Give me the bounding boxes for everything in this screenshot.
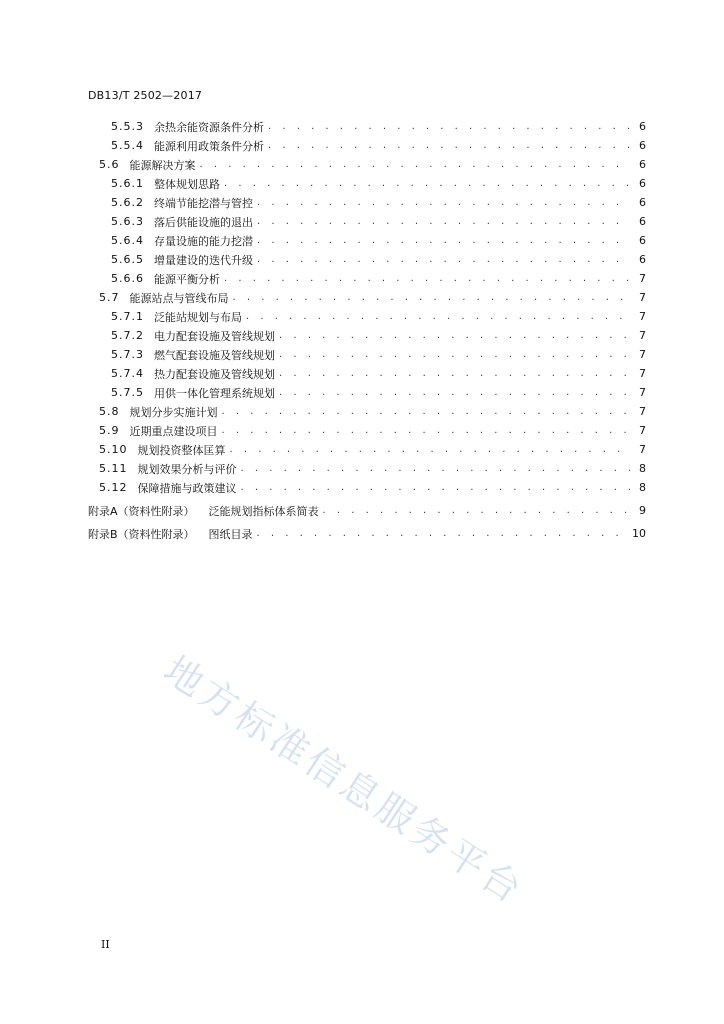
toc-page: 7 (639, 424, 646, 437)
toc-leader-dots (233, 292, 631, 303)
toc-number: 5.6.1 (111, 177, 144, 190)
toc-entry[interactable] (111, 383, 646, 402)
toc-title: 整体规划思路 (154, 177, 220, 191)
toc-title: 增量建设的迭代升级 (154, 253, 253, 267)
toc-page: 7 (639, 310, 646, 323)
toc-title: 用供一体化管理系统规划 (154, 386, 275, 400)
toc-number: 5.8 (99, 405, 120, 418)
toc-entry[interactable] (111, 364, 646, 383)
toc-page: 7 (639, 405, 646, 418)
toc-number: 5.6 (99, 158, 120, 171)
toc-page: 6 (639, 158, 646, 171)
toc-page: 7 (639, 443, 646, 456)
toc-entry[interactable] (99, 155, 646, 174)
toc-page: 6 (639, 120, 646, 133)
toc-title: 能源平衡分析 (154, 272, 220, 286)
toc-page: 6 (639, 234, 646, 247)
toc-entry[interactable] (111, 174, 646, 193)
toc-leader-dots (257, 216, 630, 227)
toc-page: 10 (632, 527, 646, 540)
toc-leader-dots (268, 140, 630, 151)
document-id: DB13/T 2502—2017 (88, 89, 203, 102)
toc-leader-dots (257, 254, 630, 265)
toc-appendix-entry[interactable] (88, 501, 646, 520)
toc-leader-dots (323, 505, 630, 516)
toc-entry[interactable] (111, 326, 646, 345)
toc-title: 能源利用政策条件分析 (154, 139, 264, 153)
toc-entry[interactable] (111, 269, 646, 288)
toc-title: 保障措施与政策建议 (137, 481, 237, 495)
toc-page: 6 (639, 139, 646, 152)
toc-entry[interactable] (111, 193, 646, 212)
toc-title: 落后供能设施的退出 (154, 215, 253, 229)
toc-page: 7 (639, 329, 646, 342)
toc-entry[interactable] (99, 421, 646, 440)
toc-appendix-entry[interactable] (88, 524, 646, 543)
toc-number: 5.7.5 (111, 386, 144, 399)
toc-leader-dots (279, 349, 630, 360)
toc-entry[interactable] (111, 307, 646, 326)
toc-page: 9 (639, 504, 646, 517)
toc-number: 5.7.2 (111, 329, 144, 342)
toc-entry[interactable] (111, 345, 646, 364)
toc-leader-dots (224, 178, 630, 189)
toc-leader-dots (257, 528, 626, 539)
toc-number: 5.5.4 (111, 139, 144, 152)
toc-title: 余热余能资源条件分析 (154, 120, 264, 134)
toc-leader-dots (257, 235, 630, 246)
toc-page: 6 (639, 215, 646, 228)
toc-number: 5.6.3 (111, 215, 144, 228)
toc-title: 燃气配套设施及管线规划 (154, 348, 275, 362)
toc-title: 终端节能挖潜与管控 (154, 196, 253, 210)
toc-number: 5.9 (99, 424, 120, 437)
toc-title: 规划效果分析与评价 (137, 462, 237, 476)
toc-page: 8 (639, 462, 646, 475)
toc-title: 能源解决方案 (129, 158, 196, 172)
toc-number: 5.12 (99, 481, 128, 494)
toc-number: 5.7.4 (111, 367, 144, 380)
toc-entry[interactable] (111, 136, 646, 155)
toc-appendix-label: 附录B（资料性附录） (88, 527, 195, 541)
toc-leader-dots (241, 463, 631, 474)
toc-page: 6 (639, 177, 646, 190)
toc-title: 近期重点建设项目 (129, 424, 218, 438)
toc-title: 图纸目录 (208, 527, 253, 541)
toc-number: 5.6.5 (111, 253, 144, 266)
toc-leader-dots (268, 121, 630, 132)
toc-entry[interactable] (99, 402, 646, 421)
toc-page: 7 (639, 386, 646, 399)
toc-entry[interactable] (111, 117, 646, 136)
toc-page: 8 (639, 481, 646, 494)
toc-number: 5.7.1 (111, 310, 144, 323)
toc-number: 5.6.4 (111, 234, 144, 247)
watermark-text: 地方标准信息服务平台 (156, 647, 533, 914)
toc-leader-dots (241, 482, 631, 493)
toc-leader-dots (257, 197, 630, 208)
toc-page: 7 (639, 291, 646, 304)
toc-leader-dots (222, 406, 631, 417)
page-number: II (101, 938, 110, 951)
toc-title: 规划分步实施计划 (129, 405, 218, 419)
toc-title: 泛能站规划与布局 (154, 310, 242, 324)
toc-number: 5.10 (99, 443, 128, 456)
toc-leader-dots (279, 387, 630, 398)
toc-leader-dots (200, 159, 631, 170)
toc-leader-dots (279, 330, 630, 341)
toc-entry[interactable] (99, 459, 646, 478)
toc-entry[interactable] (99, 478, 646, 497)
toc-entry[interactable] (111, 231, 646, 250)
toc-page: 6 (639, 196, 646, 209)
toc-number: 5.11 (99, 462, 128, 475)
toc-leader-dots (224, 273, 630, 284)
toc-number: 5.6.6 (111, 272, 144, 285)
toc-leader-dots (222, 425, 631, 436)
toc-entry[interactable] (99, 440, 646, 459)
toc-page: 7 (639, 272, 646, 285)
toc-title: 泛能规划指标体系简表 (208, 504, 319, 518)
toc-page: 6 (639, 253, 646, 266)
toc-title: 热力配套设施及管线规划 (154, 367, 275, 381)
toc-title: 规划投资整体匡算 (137, 443, 226, 457)
toc-leader-dots (246, 311, 630, 322)
toc-appendix-label: 附录A（资料性附录） (88, 504, 195, 518)
toc-leader-dots (279, 368, 630, 379)
toc-title: 能源站点与管线布局 (129, 291, 229, 305)
toc-title: 电力配套设施及管线规划 (154, 329, 275, 343)
toc-number: 5.7 (99, 291, 120, 304)
toc-number: 5.5.3 (111, 120, 144, 133)
toc-leader-dots (230, 444, 631, 455)
toc-page: 7 (639, 367, 646, 380)
toc-page: 7 (639, 348, 646, 361)
toc-title: 存量设施的能力挖潜 (154, 234, 253, 248)
toc-number: 5.6.2 (111, 196, 144, 209)
toc-entry[interactable] (99, 288, 646, 307)
toc-entry[interactable] (111, 212, 646, 231)
toc-entry[interactable] (111, 250, 646, 269)
toc-number: 5.7.3 (111, 348, 144, 361)
